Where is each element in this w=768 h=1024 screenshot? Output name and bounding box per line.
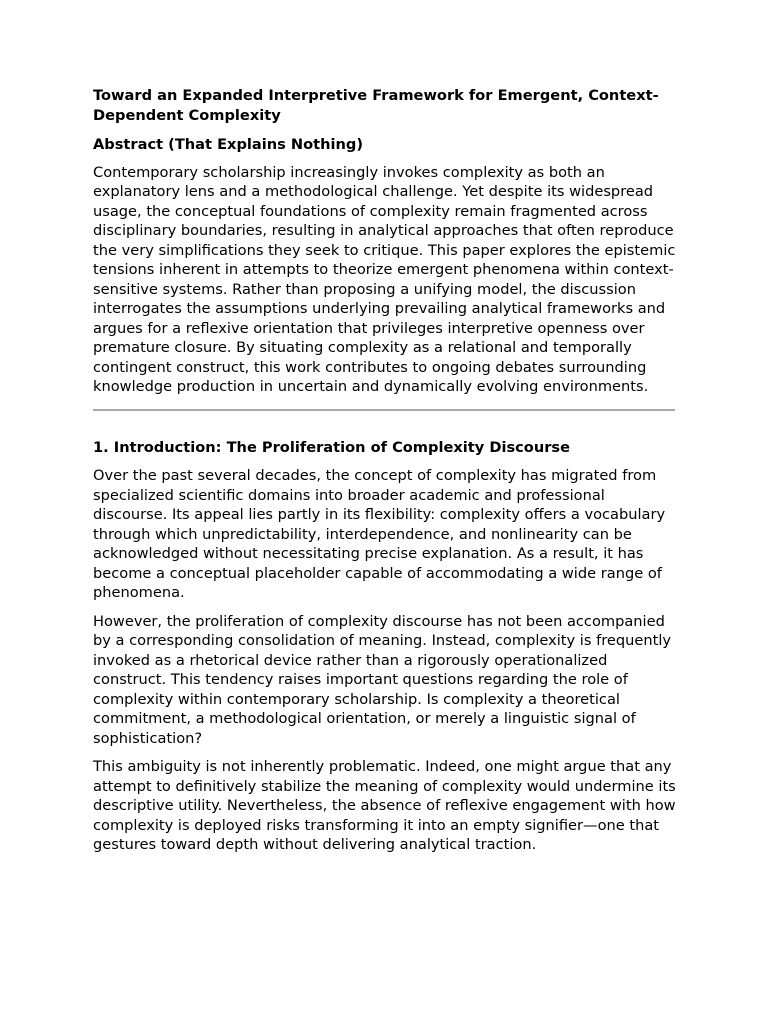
document-page [93, 86, 683, 864]
abstract-heading: Abstract (That Explains Nothing) [93, 136, 364, 153]
document-title: Toward an Expanded Interpretive Framework for Emergent, Context-Dependent Complexity [93, 87, 659, 124]
section-divider [93, 409, 675, 411]
intro-paragraph-1: Over the past several decades, the concept of complexity has migrated from specialized scientific domains into broader academic and professional discourse. Its appeal lies partly in its flexibility: complexity offers a vocabulary through which unpredictability, interdependence, and nonlinearity can be acknowledged without necessitating precise explanation. As a result, it has become a conceptual placeholder capable of accommodating a wide range of phenomena. [93, 467, 666, 601]
intro-paragraph-3: This ambiguity is not inherently problematic. Indeed, one might argue that any attempt to definitively stabilize the meaning of complexity would undermine its descriptive utility. Nevertheless, the absence of reflexive engagement with how complexity is deployed risks transforming it into an empty signifier—one that gestures toward depth without delivering analytical traction. [93, 758, 676, 853]
section-heading-introduction: 1. Introduction: The Proliferation of Complexity Discourse [93, 438, 570, 456]
intro-paragraph-2: However, the proliferation of complexity discourse has not been accompanied by a corresponding consolidation of meaning. Instead, complexity is frequently invoked as a rhetorical device rather than a rigorously operationalized construct. This tendency raises important questions regarding the role of complexity within contemporary scholarship. Is complexity a theoretical commitment, a methodological orientation, or merely a linguistic signal of sophistication? [93, 612, 672, 747]
abstract-text: Contemporary scholarship increasingly invokes complexity as both an explanatory lens and a methodological challenge. Yet despite its widespread usage, the conceptual foundations of complexity remain fragmented across disciplinary boundaries, resulting in analytical approaches that often reproduce the very simplifications they seek to critique. This paper explores the epistemic tensions inherent in attempts to theorize emergent phenomena within context-sensitive systems. Rather than proposing a unifying model, the discussion interrogates the assumptions underlying prevailing analytical frameworks and argues for a reflexive orientation that privileges interpretive openness over premature closure. By situating complexity as a relational and temporally contingent construct, this work contributes to ongoing debates surrounding knowledge production in uncertain and dynamically evolving environments. [93, 163, 676, 395]
